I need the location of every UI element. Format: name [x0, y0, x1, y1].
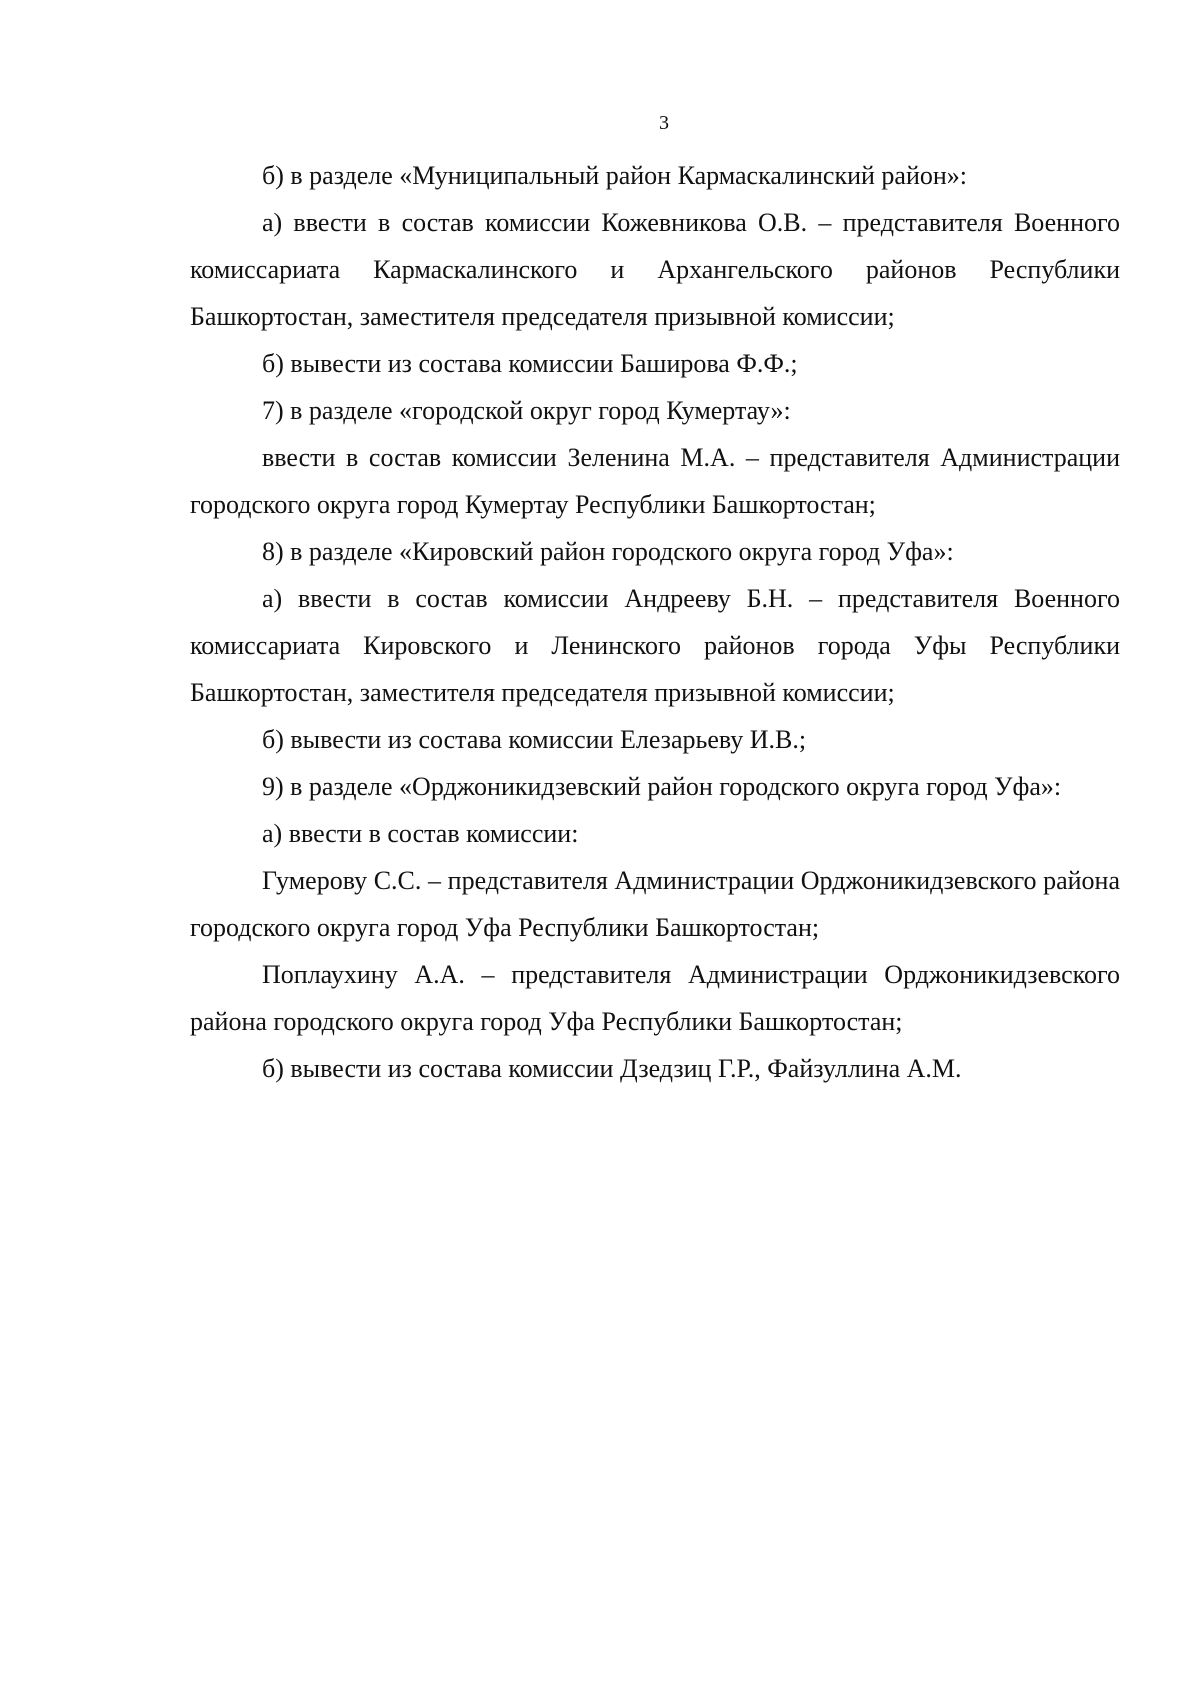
paragraph-8a-add-member: а) ввести в состав комиссии Андрееву Б.Н. – представителя Военного комиссариата Кировского и Ленинского районов города Уфы Республики Башкортостан, заместителя председателя призывной комиссии;	[190, 584, 1120, 707]
paragraph-section-8: 8) в разделе «Кировский район городского округа город Уфа»:	[262, 537, 954, 566]
paragraph-9a-add-members: а) ввести в состав комиссии:	[262, 819, 579, 848]
paragraph-9a-member-1: Гумерову С.С. – представителя Администрации Орджоникидзевского района городского округа город Уфа Республики Башкортостан;	[190, 866, 1120, 942]
paragraph-9a-member-2: Поплаухину А.А. – представителя Администрации Орджоникидзевского района городского округа город Уфа Республики Башкортостан;	[190, 960, 1120, 1036]
paragraph-section-7: 7) в разделе «городской округ город Кумертау»:	[262, 396, 791, 425]
paragraph-8b-remove-member: б) вывести из состава комиссии Елезарьеву И.В.;	[262, 725, 807, 754]
paragraph-6a-add-member: а) ввести в состав комиссии Кожевникова О.В. – представителя Военного комиссариата Кармаскалинского и Архангельского районов Республики Башкортостан, заместителя председателя призывной комиссии;	[190, 208, 1120, 331]
paragraph-section-9: 9) в разделе «Орджоникидзевский район городского округа город Уфа»:	[262, 772, 1062, 801]
paragraph-section-6: б) в разделе «Муниципальный район Кармаскалинский район»:	[262, 161, 967, 190]
paragraph-7-add-member: ввести в состав комиссии Зеленина М.А. – представителя Администрации городского округа город Кумертау Республики Башкортостан;	[190, 443, 1120, 519]
paragraph-9b-remove-members: б) вывести из состава комиссии Дзедзиц Г.Р., Файзуллина А.М.	[262, 1054, 962, 1083]
paragraph-6b-remove-member: б) вывести из состава комиссии Баширова Ф.Ф.;	[262, 349, 798, 378]
page-number: 3	[659, 112, 669, 134]
document-body	[190, 152, 1120, 1092]
